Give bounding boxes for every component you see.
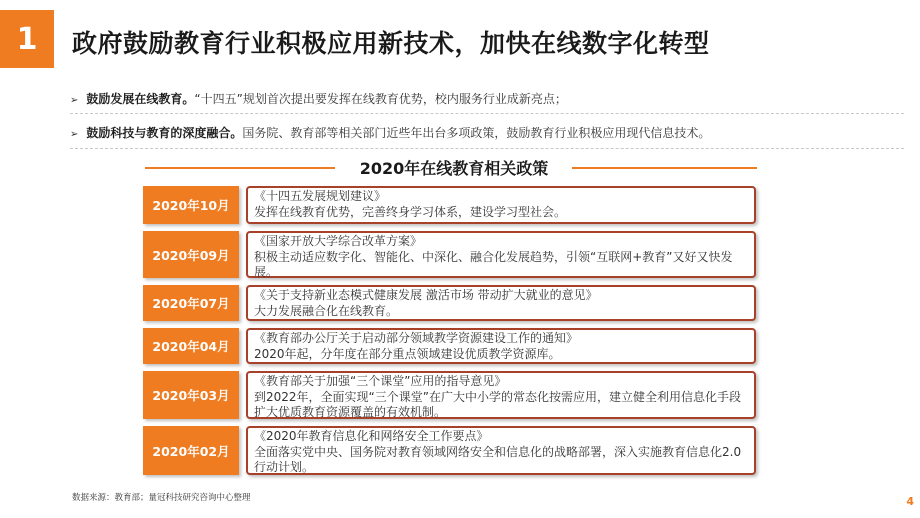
- slide-title: 政府鼓励教育行业积极应用新技术，加快在线数字化转型: [72, 29, 710, 58]
- policy-row: [143, 328, 756, 364]
- date-badge: 2020年02月: [143, 426, 239, 475]
- policy-title: 《教育部关于加强“三个课堂”应用的指导意见》: [254, 374, 507, 388]
- source-note: 数据来源：教育部；量冠科技研究咨询中心整理: [72, 493, 251, 503]
- policy-box: [246, 328, 756, 364]
- bullet-tech-education: [70, 124, 710, 141]
- section-line-right: [572, 167, 757, 169]
- divider: [70, 113, 904, 114]
- bullet-bold-text: 鼓励科技与教育的深度融合。: [86, 126, 243, 140]
- policy-row: [143, 426, 756, 475]
- policy-row: [143, 285, 756, 321]
- policy-title: 《2020年教育信息化和网络安全工作要点》: [254, 429, 489, 443]
- section-line-left: [145, 167, 335, 169]
- policy-box: [246, 426, 756, 475]
- policy-title: 《关于支持新业态模式健康发展 激活市场 带动扩大就业的意见》: [254, 288, 598, 302]
- policy-row: [143, 186, 756, 224]
- date-badge: 2020年09月: [143, 231, 239, 278]
- date-badge: 2020年03月: [143, 371, 239, 419]
- divider: [70, 148, 904, 149]
- policy-row: [143, 231, 756, 278]
- policy-description: 大力发展融合化在线教育。: [254, 303, 399, 318]
- policy-description: 发挥在线教育优势，完善终身学习体系，建设学习型社会。: [254, 204, 567, 219]
- policy-description: 2020年起，分年度在部分重点领域建设优质教学资源库。: [254, 346, 561, 361]
- page-number: 4: [906, 495, 914, 508]
- date-badge: 2020年04月: [143, 328, 239, 364]
- section-title: 2020年在线教育相关政策: [359, 159, 549, 178]
- bullet-text: “十四五”规划首次提出要发挥在线教育优势，校内服务行业成新亮点；: [194, 92, 567, 106]
- policy-title: 《国家开放大学综合改革方案》: [254, 234, 423, 248]
- date-badge: 2020年10月: [143, 186, 239, 224]
- policy-box: [246, 371, 756, 419]
- bullet-bold-text: 鼓励发展在线教育。: [86, 92, 195, 106]
- date-badge: 2020年07月: [143, 285, 239, 321]
- policy-description: 全面落实党中央、国务院对教育领域网络安全和信息化的战略部署，深入实施教育信息化2.0行动计划。: [254, 444, 742, 474]
- policy-row: [143, 371, 756, 419]
- policy-title: 《十四五发展规划建议》: [254, 189, 387, 203]
- bullet-text: 国务院、教育部等相关部门近些年出台多项政策，鼓励教育行业积极应用现代信息技术。: [242, 126, 711, 140]
- policy-description: 积极主动适应数字化、智能化、中深化、融合化发展趋势，引领“互联网+教育”又好又快发展。: [254, 249, 733, 279]
- policy-description: 到2022年，全面实现“三个课堂”在广大中小学的常态化按需应用，建立健全利用信息化手段扩大优质教育资源覆盖的有效机制。: [254, 389, 741, 419]
- policy-box: [246, 285, 756, 321]
- policy-box: [246, 186, 756, 224]
- slide-number-badge: 1: [0, 10, 54, 68]
- policy-title: 《教育部办公厅关于启动部分领域教学资源建设工作的通知》: [254, 331, 579, 345]
- bullet-online-education: [70, 90, 567, 107]
- arrow-right-icon: ➢: [70, 129, 79, 140]
- policy-box: [246, 231, 756, 278]
- arrow-right-icon: ➢: [70, 95, 79, 106]
